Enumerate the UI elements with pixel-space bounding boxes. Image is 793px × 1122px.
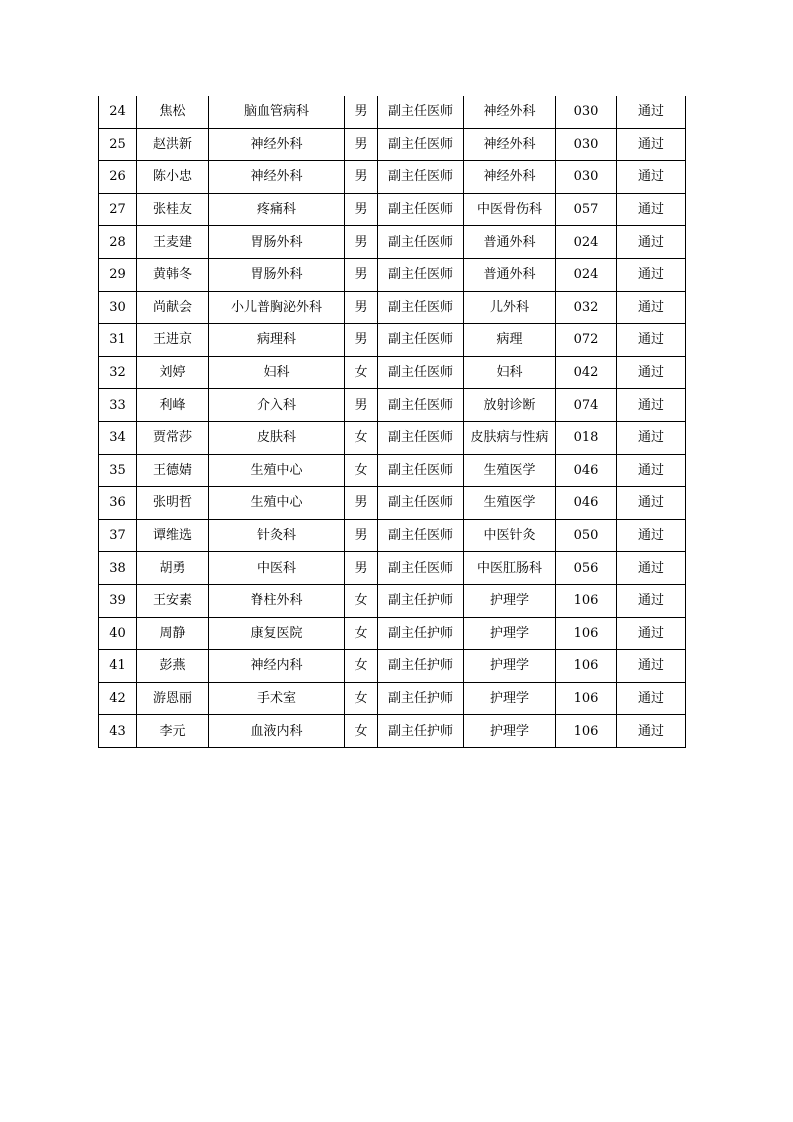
gender-cell: 女 xyxy=(345,356,378,389)
name-cell: 焦松 xyxy=(137,96,209,128)
title-cell: 副主任医师 xyxy=(378,96,464,128)
department-cell: 神经外科 xyxy=(209,128,345,161)
name-cell: 谭维选 xyxy=(137,519,209,552)
gender-cell: 女 xyxy=(345,682,378,715)
table-row xyxy=(99,356,686,389)
specialty-code-cell: 030 xyxy=(556,96,617,128)
specialty-code-cell: 024 xyxy=(556,226,617,259)
department-cell: 神经外科 xyxy=(209,161,345,194)
specialty-cell: 护理学 xyxy=(464,617,556,650)
name-cell: 王进京 xyxy=(137,324,209,357)
table-row xyxy=(99,128,686,161)
gender-cell: 男 xyxy=(345,552,378,585)
department-cell: 疼痛科 xyxy=(209,193,345,226)
gender-cell: 男 xyxy=(345,487,378,520)
gender-cell: 男 xyxy=(345,226,378,259)
row-number-cell: 28 xyxy=(99,226,137,259)
gender-cell: 男 xyxy=(345,291,378,324)
specialty-cell: 护理学 xyxy=(464,650,556,683)
result-cell: 通过 xyxy=(617,715,686,748)
department-cell: 中医科 xyxy=(209,552,345,585)
department-cell: 神经内科 xyxy=(209,650,345,683)
result-cell: 通过 xyxy=(617,682,686,715)
result-cell: 通过 xyxy=(617,389,686,422)
specialty-code-cell: 072 xyxy=(556,324,617,357)
name-cell: 尚献会 xyxy=(137,291,209,324)
table-row xyxy=(99,617,686,650)
result-cell: 通过 xyxy=(617,128,686,161)
specialty-code-cell: 106 xyxy=(556,715,617,748)
row-number-cell: 37 xyxy=(99,519,137,552)
gender-cell: 男 xyxy=(345,193,378,226)
gender-cell: 女 xyxy=(345,421,378,454)
result-cell: 通过 xyxy=(617,258,686,291)
table-row xyxy=(99,552,686,585)
title-cell: 副主任护师 xyxy=(378,715,464,748)
results-table xyxy=(98,96,686,748)
table-row xyxy=(99,650,686,683)
specialty-cell: 中医骨伤科 xyxy=(464,193,556,226)
specialty-cell: 护理学 xyxy=(464,682,556,715)
department-cell: 生殖中心 xyxy=(209,487,345,520)
name-cell: 贾常莎 xyxy=(137,421,209,454)
row-number-cell: 40 xyxy=(99,617,137,650)
gender-cell: 男 xyxy=(345,389,378,422)
row-number-cell: 30 xyxy=(99,291,137,324)
title-cell: 副主任医师 xyxy=(378,161,464,194)
gender-cell: 男 xyxy=(345,161,378,194)
gender-cell: 男 xyxy=(345,258,378,291)
specialty-code-cell: 030 xyxy=(556,161,617,194)
table-body xyxy=(99,96,686,747)
row-number-cell: 25 xyxy=(99,128,137,161)
title-cell: 副主任医师 xyxy=(378,356,464,389)
gender-cell: 女 xyxy=(345,454,378,487)
table-row xyxy=(99,519,686,552)
name-cell: 王麦建 xyxy=(137,226,209,259)
specialty-code-cell: 046 xyxy=(556,454,617,487)
name-cell: 王安素 xyxy=(137,584,209,617)
title-cell: 副主任护师 xyxy=(378,650,464,683)
department-cell: 介入科 xyxy=(209,389,345,422)
row-number-cell: 27 xyxy=(99,193,137,226)
table-row xyxy=(99,584,686,617)
row-number-cell: 41 xyxy=(99,650,137,683)
result-cell: 通过 xyxy=(617,650,686,683)
result-cell: 通过 xyxy=(617,193,686,226)
department-cell: 胃肠外科 xyxy=(209,258,345,291)
name-cell: 李元 xyxy=(137,715,209,748)
specialty-code-cell: 106 xyxy=(556,682,617,715)
table-row xyxy=(99,715,686,748)
specialty-code-cell: 074 xyxy=(556,389,617,422)
specialty-code-cell: 057 xyxy=(556,193,617,226)
specialty-cell: 普通外科 xyxy=(464,226,556,259)
specialty-code-cell: 106 xyxy=(556,650,617,683)
row-number-cell: 35 xyxy=(99,454,137,487)
specialty-cell: 病理 xyxy=(464,324,556,357)
department-cell: 妇科 xyxy=(209,356,345,389)
name-cell: 张明哲 xyxy=(137,487,209,520)
result-cell: 通过 xyxy=(617,356,686,389)
row-number-cell: 33 xyxy=(99,389,137,422)
department-cell: 生殖中心 xyxy=(209,454,345,487)
title-cell: 副主任医师 xyxy=(378,128,464,161)
table-row xyxy=(99,454,686,487)
title-cell: 副主任医师 xyxy=(378,421,464,454)
row-number-cell: 32 xyxy=(99,356,137,389)
result-cell: 通过 xyxy=(617,96,686,128)
row-number-cell: 26 xyxy=(99,161,137,194)
result-cell: 通过 xyxy=(617,454,686,487)
table-row xyxy=(99,487,686,520)
title-cell: 副主任医师 xyxy=(378,291,464,324)
result-cell: 通过 xyxy=(617,552,686,585)
specialty-cell: 护理学 xyxy=(464,584,556,617)
result-cell: 通过 xyxy=(617,421,686,454)
department-cell: 血液内科 xyxy=(209,715,345,748)
title-cell: 副主任医师 xyxy=(378,487,464,520)
specialty-code-cell: 024 xyxy=(556,258,617,291)
result-cell: 通过 xyxy=(617,487,686,520)
title-cell: 副主任医师 xyxy=(378,193,464,226)
table-row xyxy=(99,324,686,357)
table-row xyxy=(99,682,686,715)
specialty-code-cell: 042 xyxy=(556,356,617,389)
gender-cell: 男 xyxy=(345,96,378,128)
row-number-cell: 36 xyxy=(99,487,137,520)
specialty-code-cell: 046 xyxy=(556,487,617,520)
row-number-cell: 38 xyxy=(99,552,137,585)
result-cell: 通过 xyxy=(617,291,686,324)
gender-cell: 男 xyxy=(345,324,378,357)
title-cell: 副主任医师 xyxy=(378,552,464,585)
department-cell: 小儿普胸泌外科 xyxy=(209,291,345,324)
title-cell: 副主任医师 xyxy=(378,389,464,422)
specialty-cell: 中医针灸 xyxy=(464,519,556,552)
specialty-cell: 生殖医学 xyxy=(464,454,556,487)
department-cell: 针灸科 xyxy=(209,519,345,552)
row-number-cell: 31 xyxy=(99,324,137,357)
name-cell: 游恩丽 xyxy=(137,682,209,715)
title-cell: 副主任护师 xyxy=(378,584,464,617)
gender-cell: 女 xyxy=(345,650,378,683)
specialty-cell: 皮肤病与性病 xyxy=(464,421,556,454)
department-cell: 手术室 xyxy=(209,682,345,715)
specialty-cell: 神经外科 xyxy=(464,128,556,161)
table-row xyxy=(99,161,686,194)
title-cell: 副主任护师 xyxy=(378,617,464,650)
row-number-cell: 34 xyxy=(99,421,137,454)
specialty-cell: 神经外科 xyxy=(464,161,556,194)
specialty-cell: 放射诊断 xyxy=(464,389,556,422)
specialty-cell: 神经外科 xyxy=(464,96,556,128)
table-row xyxy=(99,291,686,324)
row-number-cell: 24 xyxy=(99,96,137,128)
specialty-cell: 普通外科 xyxy=(464,258,556,291)
department-cell: 脑血管病科 xyxy=(209,96,345,128)
result-cell: 通过 xyxy=(617,617,686,650)
specialty-code-cell: 030 xyxy=(556,128,617,161)
table-row xyxy=(99,389,686,422)
specialty-cell: 护理学 xyxy=(464,715,556,748)
table-row xyxy=(99,226,686,259)
gender-cell: 女 xyxy=(345,715,378,748)
specialty-code-cell: 056 xyxy=(556,552,617,585)
specialty-code-cell: 018 xyxy=(556,421,617,454)
gender-cell: 女 xyxy=(345,617,378,650)
row-number-cell: 42 xyxy=(99,682,137,715)
name-cell: 利峰 xyxy=(137,389,209,422)
row-number-cell: 39 xyxy=(99,584,137,617)
title-cell: 副主任医师 xyxy=(378,519,464,552)
table-row xyxy=(99,421,686,454)
name-cell: 张桂友 xyxy=(137,193,209,226)
name-cell: 王德婧 xyxy=(137,454,209,487)
result-cell: 通过 xyxy=(617,519,686,552)
name-cell: 胡勇 xyxy=(137,552,209,585)
name-cell: 陈小忠 xyxy=(137,161,209,194)
specialty-cell: 生殖医学 xyxy=(464,487,556,520)
title-cell: 副主任医师 xyxy=(378,454,464,487)
specialty-code-cell: 106 xyxy=(556,617,617,650)
result-cell: 通过 xyxy=(617,226,686,259)
gender-cell: 男 xyxy=(345,128,378,161)
name-cell: 周静 xyxy=(137,617,209,650)
department-cell: 病理科 xyxy=(209,324,345,357)
row-number-cell: 43 xyxy=(99,715,137,748)
title-cell: 副主任护师 xyxy=(378,682,464,715)
result-cell: 通过 xyxy=(617,324,686,357)
department-cell: 脊柱外科 xyxy=(209,584,345,617)
name-cell: 彭燕 xyxy=(137,650,209,683)
specialty-code-cell: 032 xyxy=(556,291,617,324)
department-cell: 皮肤科 xyxy=(209,421,345,454)
title-cell: 副主任医师 xyxy=(378,324,464,357)
result-cell: 通过 xyxy=(617,161,686,194)
title-cell: 副主任医师 xyxy=(378,258,464,291)
specialty-code-cell: 050 xyxy=(556,519,617,552)
table-row xyxy=(99,96,686,128)
gender-cell: 女 xyxy=(345,584,378,617)
name-cell: 黄韩冬 xyxy=(137,258,209,291)
specialty-code-cell: 106 xyxy=(556,584,617,617)
specialty-cell: 中医肛肠科 xyxy=(464,552,556,585)
title-cell: 副主任医师 xyxy=(378,226,464,259)
table-row xyxy=(99,258,686,291)
table-row xyxy=(99,193,686,226)
gender-cell: 男 xyxy=(345,519,378,552)
specialty-cell: 儿外科 xyxy=(464,291,556,324)
row-number-cell: 29 xyxy=(99,258,137,291)
department-cell: 胃肠外科 xyxy=(209,226,345,259)
name-cell: 刘婷 xyxy=(137,356,209,389)
specialty-cell: 妇科 xyxy=(464,356,556,389)
result-cell: 通过 xyxy=(617,584,686,617)
name-cell: 赵洪新 xyxy=(137,128,209,161)
department-cell: 康复医院 xyxy=(209,617,345,650)
